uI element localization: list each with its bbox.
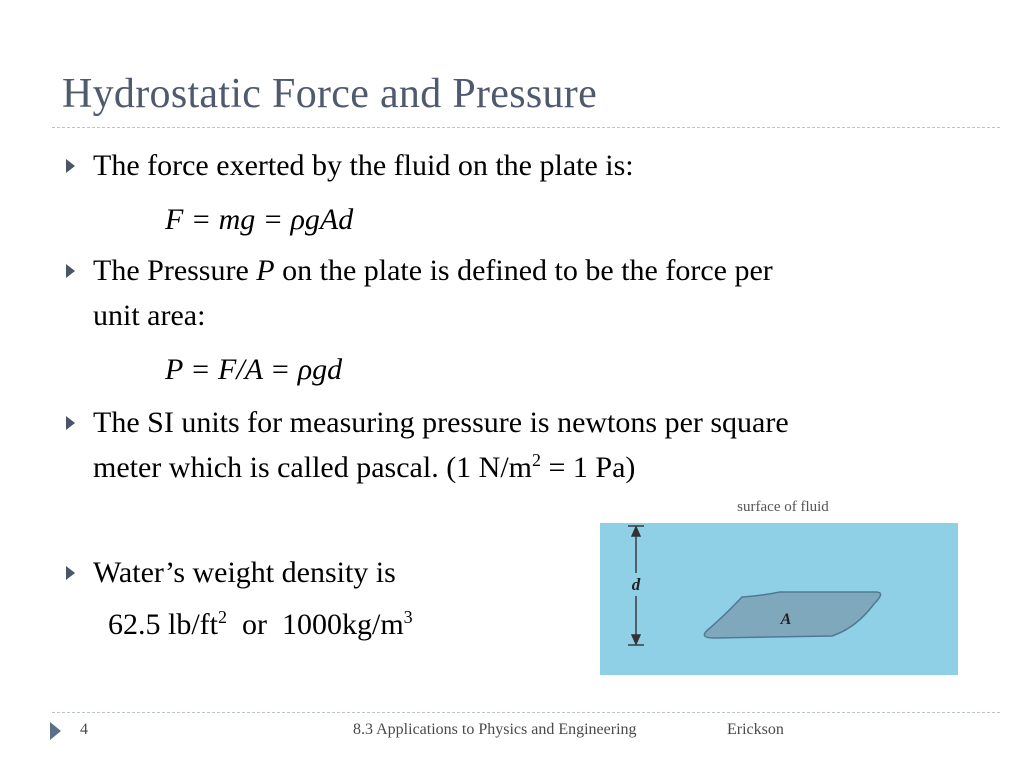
bullet-marker-1 [66, 159, 75, 173]
depth-label: d [631, 575, 641, 594]
slide-title: Hydrostatic Force and Pressure [62, 71, 598, 117]
formula-pressure: P = F/A = ρgd [165, 353, 343, 386]
bullet-4-text: Water’s weight density is [93, 556, 396, 589]
bullet-3-line-2-pre: meter which is called pascal. (1 N/m [93, 451, 533, 484]
density-metric: or 1000kg/m [227, 608, 404, 641]
bullet-2-line-2: unit area: [93, 299, 206, 332]
density-values [108, 607, 413, 641]
footer-divider [52, 712, 1000, 713]
bullet-2-variable: P [256, 254, 275, 287]
page-number: 4 [80, 721, 88, 738]
density-metric-exponent: 3 [403, 607, 413, 627]
bullet-3-superscript: 2 [532, 450, 542, 470]
bullet-2-suffix: on the plate is defined to be the force per [274, 254, 773, 287]
footer-course: 8.3 Applications to Physics and Engineering [353, 721, 637, 738]
bullet-2-line-1 [93, 256, 773, 286]
surface-label: surface of fluid [737, 499, 829, 515]
bullet-1-text: The force exerted by the fluid on the plate is: [93, 149, 634, 182]
footer-author: Erickson [727, 721, 784, 738]
density-imperial-exponent: 2 [218, 607, 227, 627]
bullet-marker-4 [66, 566, 75, 580]
area-label: A [780, 611, 792, 628]
density-imperial: 62.5 lb/ft [108, 608, 218, 641]
bullet-3-line-1: The SI units for measuring pressure is newtons per square [93, 406, 789, 439]
fluid-plate-figure [594, 488, 972, 678]
bullet-marker-3 [66, 416, 75, 430]
title-divider [52, 127, 1000, 128]
bullet-marker-2 [66, 264, 75, 278]
bullet-3-line-2-post: = 1 Pa) [541, 451, 636, 484]
bullet-2-prefix: The Pressure [93, 254, 257, 287]
formula-force: F = mg = ρgAd [165, 203, 354, 236]
bullet-3-line-2 [93, 450, 636, 484]
footer-arrow-icon [50, 722, 61, 740]
